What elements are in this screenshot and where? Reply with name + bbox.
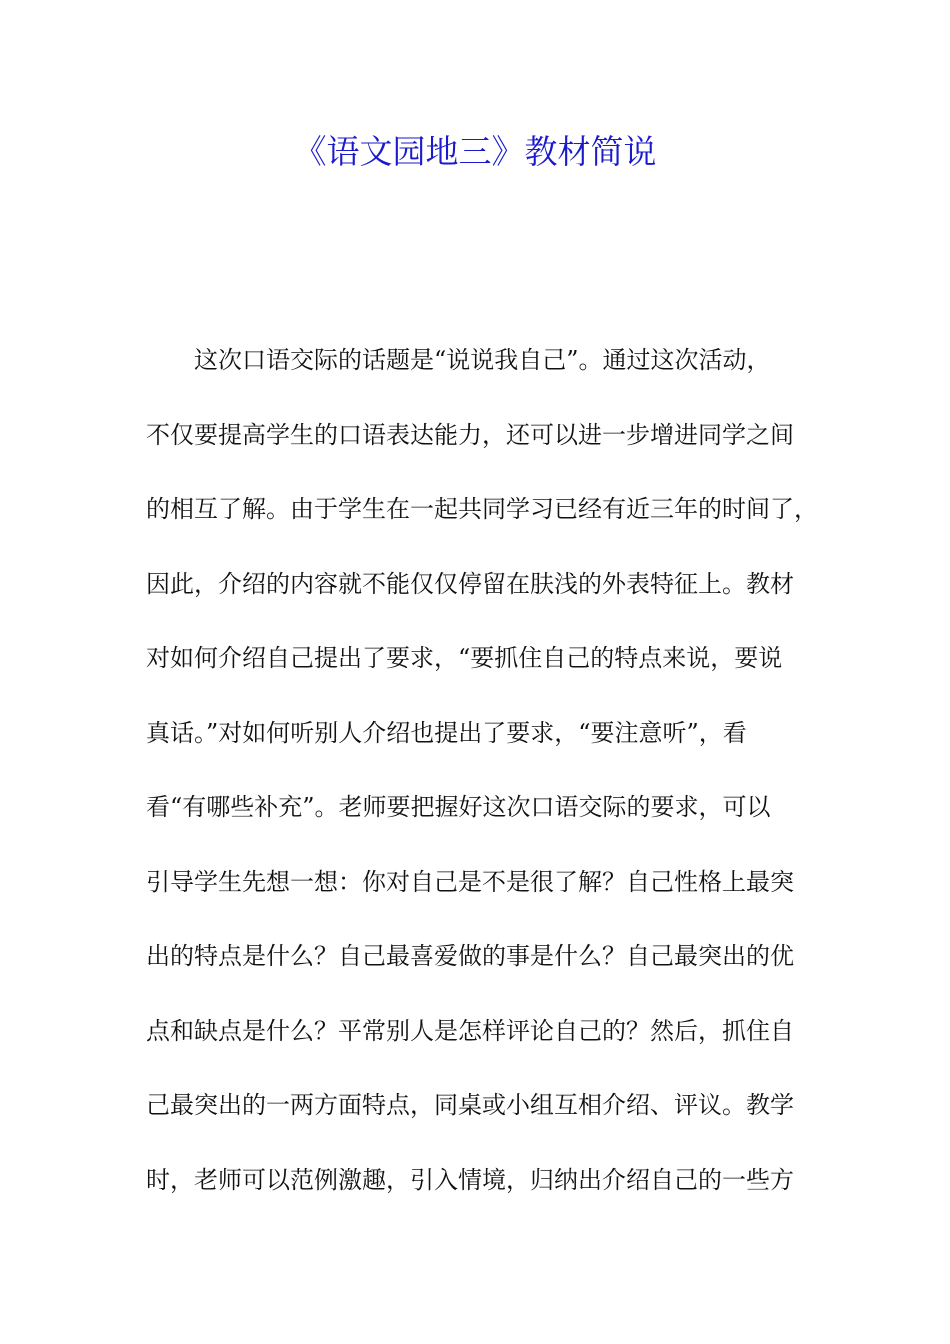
document-body: [146, 338, 826, 1232]
paragraph-line: 引导学生先想一想：你对自己是不是很了解？自己性格上最突: [146, 867, 794, 896]
paragraph-line: 真话。”对如何听别人介绍也提出了要求，“要注意听”，看: [146, 718, 747, 747]
paragraph-line: 出的特点是什么？自己最喜爱做的事是什么？自己最突出的优: [146, 942, 794, 970]
paragraph-line: 时，老师可以范例激趣，引入情境，归纳出介绍自己的一些方: [146, 1165, 794, 1194]
paragraph-line: 看“有哪些补充”。老师要把握好这次口语交际的要求，可以: [146, 793, 771, 821]
paragraph-line: 点和缺点是什么？平常别人是怎样评论自己的？然后，抓住自: [146, 1016, 794, 1045]
paragraph-line: 不仅要提高学生的口语表达能力，还可以进一步增进同学之间: [146, 420, 794, 449]
paragraph-line: 己最突出的一两方面特点，同桌或小组互相介绍、评议。教学: [146, 1091, 794, 1119]
paragraph-line: 对如何介绍自己提出了要求，“要抓住自己的特点来说，要说: [146, 644, 783, 672]
paragraph-line: 这次口语交际的话题是“说说我自己”。通过这次活动，: [194, 346, 771, 374]
paragraph-line: 因此，介绍的内容就不能仅仅停留在肤浅的外表特征上。教材: [146, 569, 794, 598]
document-title: 《语文园地三》教材简说: [293, 132, 657, 171]
paragraph-line: 的相互了解。由于学生在一起共同学习已经有近三年的时间了，: [146, 495, 818, 523]
